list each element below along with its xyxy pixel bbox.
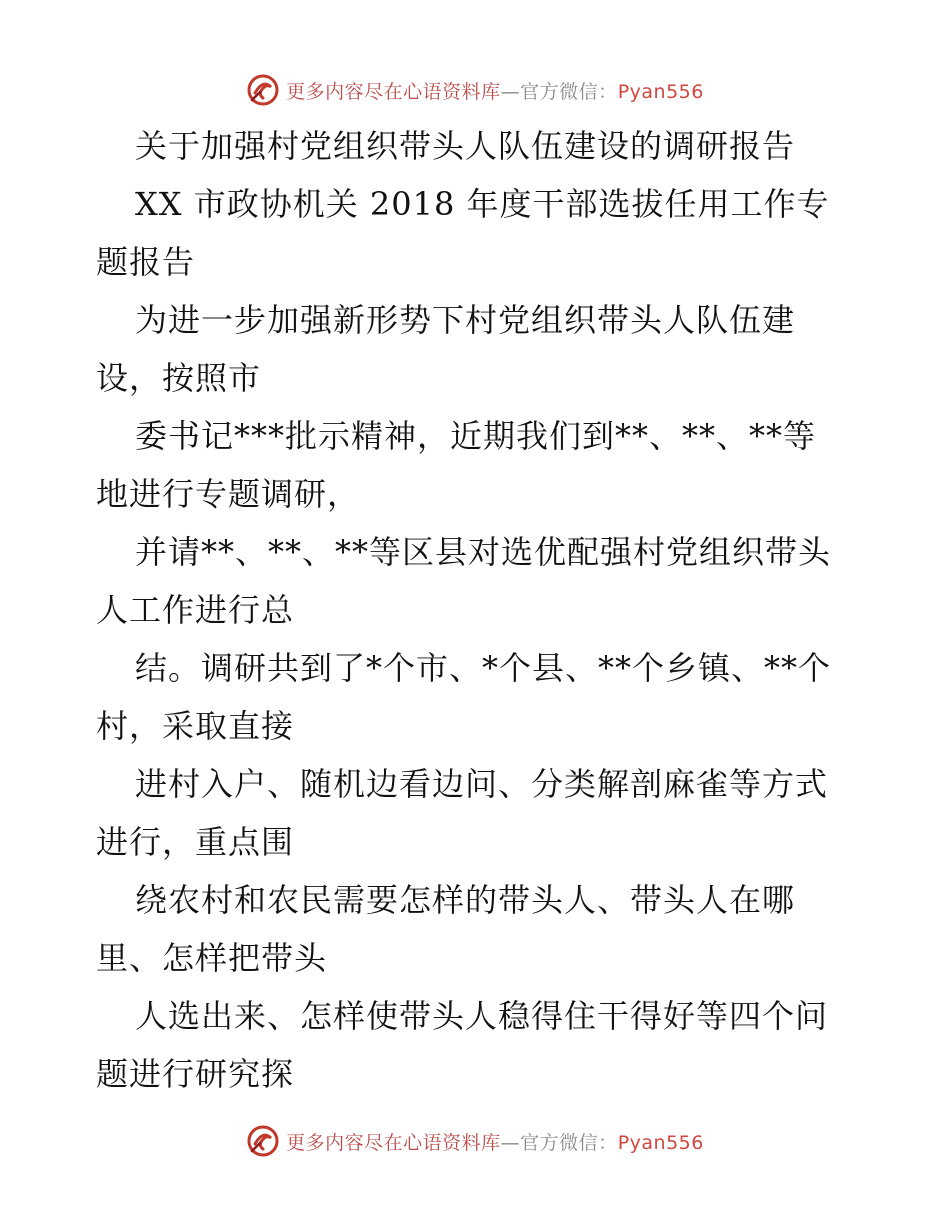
body-text-line: 委书记***批示精神，近期我们到**、**、**等 xyxy=(135,417,817,455)
body-text-line: 并请**、**、**等区县对选优配强村党组织带头 xyxy=(135,533,832,571)
banner-dash: — xyxy=(500,80,521,103)
body-text-line: 设，按照市 xyxy=(96,359,262,397)
header-banner xyxy=(0,70,950,110)
document-title: 关于加强村党组织带头人队伍建设的调研报告 xyxy=(135,127,796,165)
document-body xyxy=(96,117,866,1103)
document-subtitle-line: 题报告 xyxy=(96,243,196,281)
body-text-line: 结。调研共到了*个市、*个县、**个乡镇、**个 xyxy=(135,649,832,687)
body-text-line: 村，采取直接 xyxy=(96,707,295,745)
body-text-line: 人工作进行总 xyxy=(96,591,295,629)
banner-wechat-id: Pyan556 xyxy=(617,80,704,103)
body-text-line: 绕农村和农民需要怎样的带头人、带头人在哪 xyxy=(135,881,796,919)
red-swirl-logo-icon xyxy=(246,1124,280,1158)
footer-banner xyxy=(0,1121,950,1161)
body-text-line: 里、怎样把带头 xyxy=(96,939,328,977)
banner-wechat-label: 官方微信： xyxy=(520,80,618,103)
body-text-line: 进行，重点围 xyxy=(96,823,295,861)
banner-text xyxy=(286,1128,704,1155)
banner-wechat-label: 官方微信： xyxy=(520,1131,618,1154)
red-swirl-logo-icon xyxy=(246,73,280,107)
document-subtitle-line: XX 市政协机关 2018 年度干部选拔任用工作专 xyxy=(135,185,830,223)
body-text-line: 地进行专题调研， xyxy=(96,475,361,513)
body-text-line: 为进一步加强新形势下村党组织带头人队伍建 xyxy=(135,301,796,339)
banner-main-text: 更多内容尽在心语资料库 xyxy=(286,1131,501,1154)
body-text-line: 题进行研究探 xyxy=(96,1055,295,1093)
body-text-line: 人选出来、怎样使带头人稳得住干得好等四个问 xyxy=(135,997,829,1035)
banner-dash: — xyxy=(500,1131,521,1154)
banner-main-text: 更多内容尽在心语资料库 xyxy=(286,80,501,103)
body-text-line: 进村入户、随机边看边问、分类解剖麻雀等方式 xyxy=(135,765,829,803)
banner-text xyxy=(286,77,704,104)
banner-wechat-id: Pyan556 xyxy=(617,1131,704,1154)
